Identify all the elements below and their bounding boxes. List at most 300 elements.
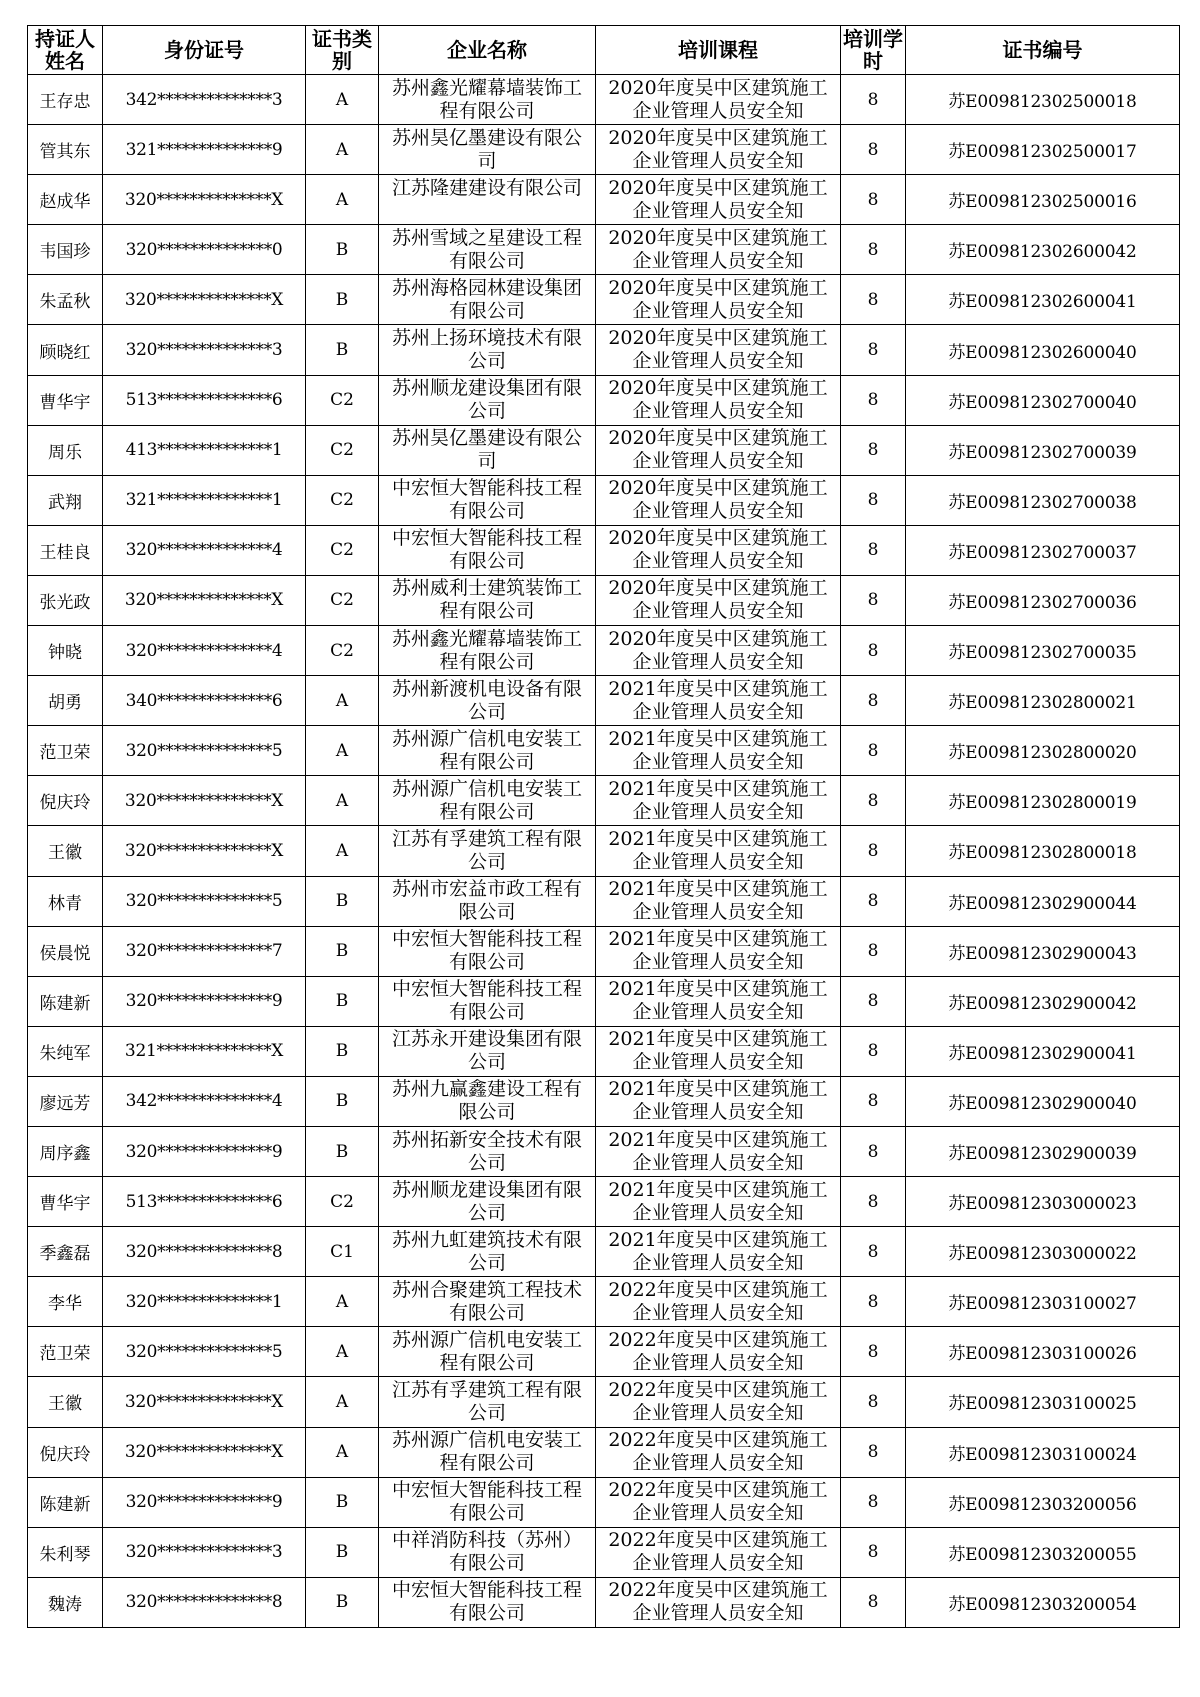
cert-number: 苏E009812302800020 — [906, 726, 1180, 776]
cert-number: 苏E009812302700040 — [906, 375, 1180, 425]
cert-type: A — [306, 726, 379, 776]
table-row — [28, 425, 1180, 475]
training-hours: 8 — [841, 1577, 906, 1627]
company-name-text: 中祥消防科技（苏州）有限公司 — [391, 1529, 582, 1575]
training-course-text: 2020年度吴中区建筑施工企业管理人员安全知 — [608, 76, 828, 122]
cert-number: 苏E009812302500016 — [906, 175, 1180, 225]
holder-name: 陈建新 — [28, 976, 103, 1026]
cert-number: 苏E009812302800018 — [906, 826, 1180, 876]
id-number: 320**************8 — [103, 1577, 306, 1627]
cert-number: 苏E009812302500018 — [906, 75, 1180, 125]
training-hours: 8 — [841, 926, 906, 976]
training-course — [596, 425, 841, 475]
company-name — [379, 776, 596, 826]
company-name-text: 中宏恒大智能科技工程有限公司 — [391, 477, 582, 523]
cert-number: 苏E009812302600041 — [906, 275, 1180, 325]
id-number: 513**************6 — [103, 375, 306, 425]
cert-type: B — [306, 1126, 379, 1176]
id-number: 321**************1 — [103, 475, 306, 525]
table-row — [28, 826, 1180, 876]
table-row — [28, 1126, 1180, 1176]
cert-type: C2 — [306, 525, 379, 575]
cert-number: 苏E009812303100024 — [906, 1427, 1180, 1477]
cert-type: B — [306, 1026, 379, 1076]
training-course-text: 2022年度吴中区建筑施工企业管理人员安全知 — [608, 1378, 828, 1424]
training-hours: 8 — [841, 125, 906, 175]
id-number: 320**************5 — [103, 876, 306, 926]
training-course — [596, 75, 841, 125]
id-number: 320**************3 — [103, 325, 306, 375]
header-cert: 证书编号 — [906, 26, 1180, 75]
company-name-text: 苏州拓新安全技术有限公司 — [391, 1128, 582, 1174]
holder-name: 曹华宇 — [28, 375, 103, 425]
training-hours: 8 — [841, 225, 906, 275]
company-name-text: 苏州海格园林建设集团有限公司 — [391, 276, 582, 322]
company-name — [379, 125, 596, 175]
cert-number: 苏E009812302900041 — [906, 1026, 1180, 1076]
table-row — [28, 325, 1180, 375]
id-number: 320**************5 — [103, 726, 306, 776]
cert-type: B — [306, 1076, 379, 1126]
table-row — [28, 275, 1180, 325]
holder-name: 朱孟秋 — [28, 275, 103, 325]
company-name — [379, 525, 596, 575]
cert-number: 苏E009812302700037 — [906, 525, 1180, 575]
training-hours: 8 — [841, 976, 906, 1026]
training-course-text: 2022年度吴中区建筑施工企业管理人员安全知 — [608, 1579, 828, 1625]
company-name-text: 中宏恒大智能科技工程有限公司 — [391, 527, 582, 573]
holder-name: 钟晓 — [28, 626, 103, 676]
training-course — [596, 125, 841, 175]
training-course-text: 2020年度吴中区建筑施工企业管理人员安全知 — [608, 477, 828, 523]
company-name-text: 苏州源广信机电安装工程有限公司 — [391, 777, 582, 823]
company-name — [379, 1377, 596, 1427]
training-course — [596, 676, 841, 726]
table-row — [28, 1327, 1180, 1377]
company-name — [379, 1577, 596, 1627]
company-name — [379, 626, 596, 676]
id-number: 320**************9 — [103, 1477, 306, 1527]
id-number: 340**************6 — [103, 676, 306, 726]
id-number: 320**************9 — [103, 976, 306, 1026]
company-name-text: 苏州合聚建筑工程技术有限公司 — [391, 1278, 582, 1324]
company-name-text: 中宏恒大智能科技工程有限公司 — [391, 978, 582, 1024]
holder-name: 侯晨悦 — [28, 926, 103, 976]
training-hours: 8 — [841, 676, 906, 726]
table-row — [28, 1277, 1180, 1327]
holder-name: 林青 — [28, 876, 103, 926]
training-hours: 8 — [841, 375, 906, 425]
company-name — [379, 1427, 596, 1477]
training-course-text: 2020年度吴中区建筑施工企业管理人员安全知 — [608, 627, 828, 673]
id-number: 320**************8 — [103, 1227, 306, 1277]
cert-number: 苏E009812302800021 — [906, 676, 1180, 726]
id-number: 320**************7 — [103, 926, 306, 976]
company-name-text: 江苏隆建建设有限公司 — [391, 176, 582, 199]
header-row — [28, 26, 1180, 75]
cert-number: 苏E009812302900039 — [906, 1126, 1180, 1176]
holder-name: 李华 — [28, 1277, 103, 1327]
training-course-text: 2022年度吴中区建筑施工企业管理人员安全知 — [608, 1479, 828, 1525]
holder-name: 王徽 — [28, 1377, 103, 1427]
company-name — [379, 225, 596, 275]
company-name-text: 苏州新渡机电设备有限公司 — [391, 677, 582, 723]
training-course — [596, 1327, 841, 1377]
company-name — [379, 425, 596, 475]
holder-name: 魏涛 — [28, 1577, 103, 1627]
header-type: 证书类别 — [306, 26, 379, 75]
training-course — [596, 1076, 841, 1126]
training-course-text: 2021年度吴中区建筑施工企业管理人员安全知 — [608, 928, 828, 974]
cert-number: 苏E009812303000022 — [906, 1227, 1180, 1277]
header-name: 持证人姓名 — [28, 26, 103, 75]
cert-type: B — [306, 876, 379, 926]
holder-name: 管其东 — [28, 125, 103, 175]
training-hours: 8 — [841, 1427, 906, 1477]
training-hours: 8 — [841, 1026, 906, 1076]
id-number: 320**************0 — [103, 225, 306, 275]
cert-number: 苏E009812303200055 — [906, 1527, 1180, 1577]
company-name — [379, 876, 596, 926]
training-course-text: 2020年度吴中区建筑施工企业管理人员安全知 — [608, 577, 828, 623]
cert-type: C2 — [306, 575, 379, 625]
table-row — [28, 1577, 1180, 1627]
training-course — [596, 225, 841, 275]
training-course — [596, 876, 841, 926]
company-name-text: 苏州源广信机电安装工程有限公司 — [391, 1429, 582, 1475]
training-course — [596, 175, 841, 225]
cert-number: 苏E009812302700038 — [906, 475, 1180, 525]
cert-type: A — [306, 826, 379, 876]
company-name — [379, 1177, 596, 1227]
training-course-text: 2021年度吴中区建筑施工企业管理人员安全知 — [608, 1228, 828, 1274]
id-number: 320**************X — [103, 776, 306, 826]
training-course — [596, 1477, 841, 1527]
training-course-text: 2021年度吴中区建筑施工企业管理人员安全知 — [608, 1178, 828, 1224]
id-number: 320**************X — [103, 575, 306, 625]
holder-name: 赵成华 — [28, 175, 103, 225]
training-course-text: 2020年度吴中区建筑施工企业管理人员安全知 — [608, 176, 828, 222]
table-row — [28, 125, 1180, 175]
training-course — [596, 525, 841, 575]
cert-type: B — [306, 1527, 379, 1577]
certificate-table — [27, 25, 1180, 1628]
cert-number: 苏E009812302900044 — [906, 876, 1180, 926]
training-course-text: 2020年度吴中区建筑施工企业管理人员安全知 — [608, 527, 828, 573]
training-course — [596, 926, 841, 976]
company-name — [379, 1026, 596, 1076]
table-row — [28, 1177, 1180, 1227]
training-hours: 8 — [841, 1477, 906, 1527]
training-course-text: 2020年度吴中区建筑施工企业管理人员安全知 — [608, 126, 828, 172]
cert-type: B — [306, 926, 379, 976]
table-row — [28, 626, 1180, 676]
company-name — [379, 325, 596, 375]
holder-name: 张光政 — [28, 575, 103, 625]
training-course-text: 2021年度吴中区建筑施工企业管理人员安全知 — [608, 1128, 828, 1174]
cert-number: 苏E009812303100027 — [906, 1277, 1180, 1327]
company-name — [379, 575, 596, 625]
training-course-text: 2020年度吴中区建筑施工企业管理人员安全知 — [608, 327, 828, 373]
id-number: 342**************3 — [103, 75, 306, 125]
company-name — [379, 175, 596, 225]
cert-type: A — [306, 125, 379, 175]
cert-number: 苏E009812302800019 — [906, 776, 1180, 826]
cert-number: 苏E009812302900043 — [906, 926, 1180, 976]
holder-name: 范卫荣 — [28, 726, 103, 776]
training-course — [596, 1126, 841, 1176]
training-course-text: 2021年度吴中区建筑施工企业管理人员安全知 — [608, 978, 828, 1024]
training-course-text: 2021年度吴中区建筑施工企业管理人员安全知 — [608, 727, 828, 773]
training-course-text: 2021年度吴中区建筑施工企业管理人员安全知 — [608, 878, 828, 924]
table-row — [28, 1477, 1180, 1527]
company-name — [379, 1126, 596, 1176]
holder-name: 周乐 — [28, 425, 103, 475]
company-name-text: 苏州九虹建筑技术有限公司 — [391, 1228, 582, 1274]
id-number: 320**************X — [103, 826, 306, 876]
training-hours: 8 — [841, 575, 906, 625]
training-course — [596, 1527, 841, 1577]
training-course-text: 2020年度吴中区建筑施工企业管理人员安全知 — [608, 427, 828, 473]
company-name-text: 中宏恒大智能科技工程有限公司 — [391, 928, 582, 974]
cert-type: A — [306, 1427, 379, 1477]
id-number: 321**************X — [103, 1026, 306, 1076]
company-name — [379, 1076, 596, 1126]
holder-name: 顾晓红 — [28, 325, 103, 375]
cert-type: C2 — [306, 425, 379, 475]
training-course-text: 2021年度吴中区建筑施工企业管理人员安全知 — [608, 1028, 828, 1074]
table-row — [28, 726, 1180, 776]
training-course — [596, 1377, 841, 1427]
training-course — [596, 1277, 841, 1327]
training-hours: 8 — [841, 1126, 906, 1176]
table-row — [28, 1227, 1180, 1277]
training-course — [596, 976, 841, 1026]
company-name — [379, 1327, 596, 1377]
company-name — [379, 676, 596, 726]
training-hours: 8 — [841, 1177, 906, 1227]
table-row — [28, 776, 1180, 826]
company-name-text: 江苏有孚建筑工程有限公司 — [391, 827, 582, 873]
training-course — [596, 826, 841, 876]
table-row — [28, 976, 1180, 1026]
cert-type: C2 — [306, 375, 379, 425]
training-course — [596, 776, 841, 826]
training-course-text: 2020年度吴中区建筑施工企业管理人员安全知 — [608, 226, 828, 272]
holder-name: 王存忠 — [28, 75, 103, 125]
company-name — [379, 475, 596, 525]
company-name-text: 中宏恒大智能科技工程有限公司 — [391, 1479, 582, 1525]
holder-name: 胡勇 — [28, 676, 103, 726]
cert-number: 苏E009812302900042 — [906, 976, 1180, 1026]
holder-name: 陈建新 — [28, 1477, 103, 1527]
training-hours: 8 — [841, 1527, 906, 1577]
table-row — [28, 225, 1180, 275]
training-course — [596, 626, 841, 676]
training-hours: 8 — [841, 1227, 906, 1277]
company-name — [379, 826, 596, 876]
header-hours: 培训学时 — [841, 26, 906, 75]
training-course — [596, 325, 841, 375]
cert-number: 苏E009812302700039 — [906, 425, 1180, 475]
training-hours: 8 — [841, 525, 906, 575]
company-name-text: 苏州源广信机电安装工程有限公司 — [391, 727, 582, 773]
company-name-text: 苏州源广信机电安装工程有限公司 — [391, 1328, 582, 1374]
id-number: 320**************X — [103, 175, 306, 225]
table-row — [28, 1427, 1180, 1477]
training-hours: 8 — [841, 175, 906, 225]
holder-name: 朱纯军 — [28, 1026, 103, 1076]
training-course — [596, 275, 841, 325]
company-name-text: 苏州市宏益市政工程有限公司 — [391, 878, 582, 924]
holder-name: 倪庆玲 — [28, 1427, 103, 1477]
id-number: 321**************9 — [103, 125, 306, 175]
company-name — [379, 75, 596, 125]
training-course-text: 2021年度吴中区建筑施工企业管理人员安全知 — [608, 1078, 828, 1124]
training-hours: 8 — [841, 1327, 906, 1377]
header-company: 企业名称 — [379, 26, 596, 75]
cert-type: B — [306, 976, 379, 1026]
table-row — [28, 676, 1180, 726]
company-name-text: 苏州鑫光耀幕墙装饰工程有限公司 — [391, 627, 582, 673]
table-row — [28, 475, 1180, 525]
table-row — [28, 926, 1180, 976]
company-name — [379, 726, 596, 776]
holder-name: 曹华宇 — [28, 1177, 103, 1227]
company-name-text: 苏州九赢鑫建设工程有限公司 — [391, 1078, 582, 1124]
id-number: 320**************4 — [103, 626, 306, 676]
table-row — [28, 175, 1180, 225]
training-course-text: 2020年度吴中区建筑施工企业管理人员安全知 — [608, 276, 828, 322]
cert-number: 苏E009812303100025 — [906, 1377, 1180, 1427]
cert-number: 苏E009812302600040 — [906, 325, 1180, 375]
company-name — [379, 1227, 596, 1277]
holder-name: 武翔 — [28, 475, 103, 525]
header-id: 身份证号 — [103, 26, 306, 75]
header-course: 培训课程 — [596, 26, 841, 75]
training-course — [596, 575, 841, 625]
table-row — [28, 75, 1180, 125]
table-row — [28, 1377, 1180, 1427]
company-name-text: 江苏永开建设集团有限公司 — [391, 1028, 582, 1074]
cert-number: 苏E009812303100026 — [906, 1327, 1180, 1377]
table-body — [28, 75, 1180, 1628]
company-name-text: 苏州顺龙建设集团有限公司 — [391, 1178, 582, 1224]
holder-name: 王徽 — [28, 826, 103, 876]
holder-name: 季鑫磊 — [28, 1227, 103, 1277]
cert-type: C2 — [306, 626, 379, 676]
training-course — [596, 726, 841, 776]
company-name — [379, 1477, 596, 1527]
table-row — [28, 1527, 1180, 1577]
cert-number: 苏E009812302600042 — [906, 225, 1180, 275]
table-row — [28, 575, 1180, 625]
id-number: 413**************1 — [103, 425, 306, 475]
cert-type: C2 — [306, 475, 379, 525]
training-hours: 8 — [841, 726, 906, 776]
training-hours: 8 — [841, 626, 906, 676]
training-course-text: 2021年度吴中区建筑施工企业管理人员安全知 — [608, 827, 828, 873]
table-row — [28, 525, 1180, 575]
training-course — [596, 1577, 841, 1627]
company-name-text: 苏州鑫光耀幕墙装饰工程有限公司 — [391, 76, 582, 122]
holder-name: 王桂良 — [28, 525, 103, 575]
holder-name: 朱利琴 — [28, 1527, 103, 1577]
table-row — [28, 1026, 1180, 1076]
training-hours: 8 — [841, 1277, 906, 1327]
training-course-text: 2022年度吴中区建筑施工企业管理人员安全知 — [608, 1278, 828, 1324]
cert-type: B — [306, 225, 379, 275]
training-hours: 8 — [841, 475, 906, 525]
table-row — [28, 1076, 1180, 1126]
id-number: 320**************4 — [103, 525, 306, 575]
company-name-text: 中宏恒大智能科技工程有限公司 — [391, 1579, 582, 1625]
training-course-text: 2022年度吴中区建筑施工企业管理人员安全知 — [608, 1328, 828, 1374]
cert-type: C1 — [306, 1227, 379, 1277]
holder-name: 廖远芳 — [28, 1076, 103, 1126]
company-name-text: 苏州雪域之星建设工程有限公司 — [391, 226, 582, 272]
cert-number: 苏E009812302900040 — [906, 1076, 1180, 1126]
company-name-text: 苏州威利士建筑装饰工程有限公司 — [391, 577, 582, 623]
cert-type: A — [306, 1277, 379, 1327]
id-number: 320**************5 — [103, 1327, 306, 1377]
cert-type: A — [306, 776, 379, 826]
cert-type: B — [306, 1577, 379, 1627]
training-course-text: 2022年度吴中区建筑施工企业管理人员安全知 — [608, 1429, 828, 1475]
training-course — [596, 375, 841, 425]
company-name — [379, 1527, 596, 1577]
company-name-text: 江苏有孚建筑工程有限公司 — [391, 1378, 582, 1424]
training-hours: 8 — [841, 1076, 906, 1126]
training-hours: 8 — [841, 75, 906, 125]
cert-type: A — [306, 1327, 379, 1377]
holder-name: 韦国珍 — [28, 225, 103, 275]
training-course — [596, 1427, 841, 1477]
company-name-text: 苏州上扬环境技术有限公司 — [391, 327, 582, 373]
training-hours: 8 — [841, 826, 906, 876]
training-course — [596, 1227, 841, 1277]
company-name — [379, 976, 596, 1026]
cert-type: A — [306, 175, 379, 225]
company-name — [379, 1277, 596, 1327]
company-name-text: 苏州顺龙建设集团有限公司 — [391, 377, 582, 423]
company-name-text: 苏州昊亿墨建设有限公司 — [391, 126, 582, 172]
cert-type: C2 — [306, 1177, 379, 1227]
training-course-text: 2021年度吴中区建筑施工企业管理人员安全知 — [608, 777, 828, 823]
holder-name: 范卫荣 — [28, 1327, 103, 1377]
cert-number: 苏E009812302700036 — [906, 575, 1180, 625]
training-course-text: 2021年度吴中区建筑施工企业管理人员安全知 — [608, 677, 828, 723]
cert-type: A — [306, 1377, 379, 1427]
cert-type: B — [306, 325, 379, 375]
id-number: 320**************X — [103, 1427, 306, 1477]
training-course — [596, 475, 841, 525]
id-number: 320**************X — [103, 275, 306, 325]
cert-type: B — [306, 275, 379, 325]
table-row — [28, 876, 1180, 926]
company-name — [379, 926, 596, 976]
id-number: 320**************1 — [103, 1277, 306, 1327]
training-hours: 8 — [841, 1377, 906, 1427]
cert-type: B — [306, 1477, 379, 1527]
cert-type: A — [306, 676, 379, 726]
training-course-text: 2020年度吴中区建筑施工企业管理人员安全知 — [608, 377, 828, 423]
cert-type: A — [306, 75, 379, 125]
training-hours: 8 — [841, 876, 906, 926]
training-course-text: 2022年度吴中区建筑施工企业管理人员安全知 — [608, 1529, 828, 1575]
cert-number: 苏E009812303200056 — [906, 1477, 1180, 1527]
id-number: 320**************X — [103, 1377, 306, 1427]
